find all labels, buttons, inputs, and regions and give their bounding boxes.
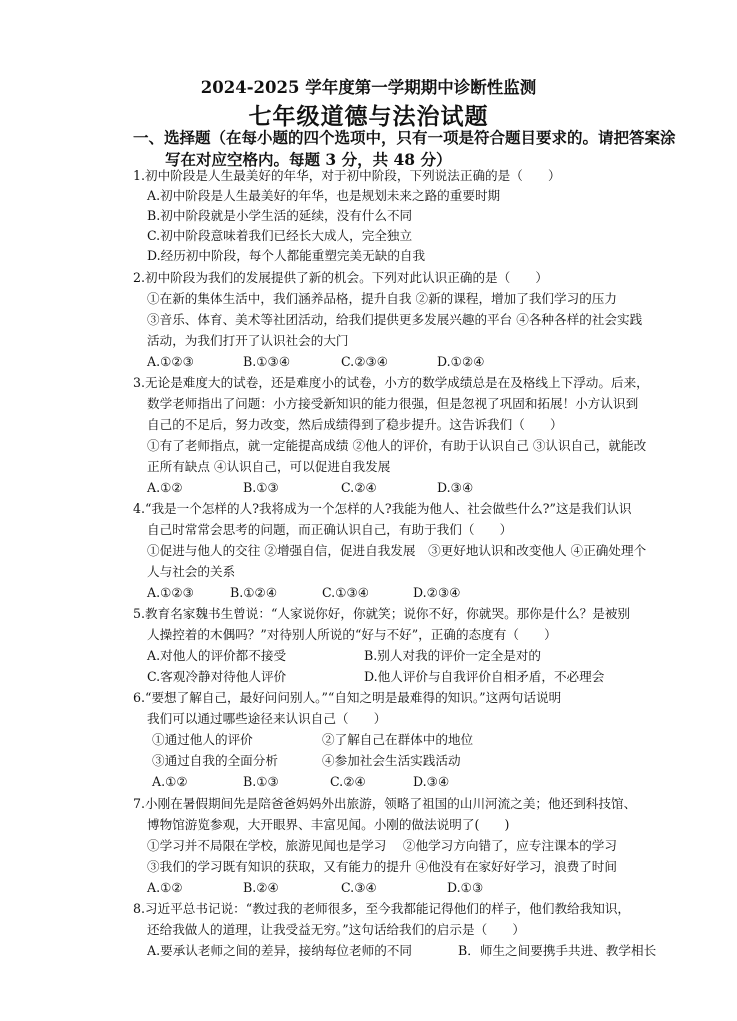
question-2-statements-3: 活动，为我们打开了认识社会的大门 [147,333,349,348]
question-5-stem-1: 5.教育名家魏书生曾说：“人家说你好，你就笑；说你不好，你就哭。那你是什么？是被别 [133,606,631,621]
question-3-stem-3: 自己的不足后，努力改变，然后成绩得到了稳步提升。这告诉我们（ ） [147,417,563,432]
question-4-option-a: A.①②③ [147,585,194,600]
question-2-stem: 2.初中阶段为我们的发展提供了新的机会。下列对此认识正确的是（ ） [133,270,549,285]
question-5-option-b: B.别人对我的评价一定全是对的 [364,648,541,663]
question-2-option-a: A.①②③ [147,354,194,369]
exam-title: 七年级道德与法治试题 [248,103,489,130]
question-5-option-a: A.对他人的评价都不接受 [147,648,287,663]
question-2-statements-1: ①在新的集体生活中，我们涵养品格，提升自我 ②新的课程，增加了我们学习的压力 [147,291,617,306]
question-2-statements-2: ③音乐、体育、美术等社团活动，给我们提供更多发展兴趣的平台 ④各种各样的社会实践 [147,312,643,327]
question-8-option-a: A.要承认老师之间的差异，接纳每位老师的不同 [147,943,412,958]
question-6-stem-2: 我们可以通过哪些途径来认识自己（ ） [147,711,387,726]
question-4-stem-1: 4.“我是一个怎样的人?我将成为一个怎样的人?我能为他人、社会做些什么?”这是我们认识 [133,501,632,516]
question-2-option-c: C.②③④ [341,354,389,369]
question-7-stem-1: 7.小刚在暑假期间先是陪爸爸妈妈外出旅游，领略了祖国的山川河流之美；他还到科技馆、 [133,796,637,811]
question-5-option-c: C.客观冷静对待他人评价 [147,669,287,684]
question-3-statements-2: 正所有缺点 ④认识自己，可以促进自我发展 [147,459,391,474]
question-4-option-b: B.①②④ [230,585,278,600]
question-8-stem-2: 还给我做人的道理，让我受益无穷。”这句话给我们的启示是（ ） [147,922,525,937]
question-3-option-d: D.③④ [437,480,474,495]
question-1-option-a: A.初中阶段是人生最美好的年华，也是规划未来之路的重要时期 [147,188,501,203]
question-5-option-d: D.他人评价与自我评价自相矛盾，不必理会 [364,669,605,684]
question-7-option-a: A.①② [147,880,183,895]
question-3-option-c: C.②④ [341,480,377,495]
question-7-option-c: C.③④ [341,880,377,895]
question-5-stem-2: 人操控着的木偶吗？”对待别人所说的“好与不好”，正确的态度有（ ） [147,627,557,642]
question-8-stem-1: 8.习近平总书记说：“教过我的老师很多，至今我都能记得他们的样子，他们教给我知识， [133,901,631,916]
question-6-option-d: D.③④ [413,774,450,789]
section-heading-line2: 写在对应空格内。每题 3 分，共 48 分） [165,150,452,169]
question-3-stem-2: 数学老师指出了问题：小方接受新知识的能力很强，但是忽视了巩固和拓展！小方认识到 [147,396,639,411]
section-heading-line1: 一、选择题（在每小题的四个选项中，只有一项是符合题目要求的。请把答案涂 [133,128,676,147]
question-1-option-b: B.初中阶段就是小学生活的延续，没有什么不同 [147,208,413,223]
question-7-statements-1: ①学习并不局限在学校，旅游见闻也是学习 ②他学习方向错了，应专注课本的学习 [147,838,617,853]
question-8-option-b: B．师生之间要携手共进、教学相长 [458,943,657,958]
question-7-statements-2: ③我们的学习既有知识的获取，又有能力的提升 ④他没有在家好好学习，浪费了时间 [147,859,617,874]
question-4-statements-2: 人与社会的关系 [147,564,236,579]
question-3-option-b: B.①③ [243,480,279,495]
question-6-option-c: C.②④ [330,774,366,789]
question-6-item-1: ①通过他人的评价 [152,732,253,747]
question-6-option-a: A.①② [152,774,188,789]
question-6-item-4: ④参加社会生活实践活动 [322,753,461,768]
question-4-statements-1: ①促进与他人的交往 ②增强自信，促进自我发展 ③更好地认识和改变他人 ④正确处理个 [147,543,647,558]
question-2-option-b: B.①③④ [243,354,291,369]
question-6-item-2: ②了解自己在群体中的地位 [322,732,474,747]
question-1-option-d: D.经历初中阶段，每个人都能重塑完美无缺的自我 [147,248,426,263]
question-7-option-d: D.①③ [447,880,484,895]
question-6-item-3: ③通过自我的全面分析 [152,753,278,768]
question-3-statements-1: ①有了老师指点，就一定能提高成绩 ②他人的评价，有助于认识自己 ③认识自己，就能改 [147,438,647,453]
exam-subtitle: 2024-2025 学年度第一学期期中诊断性监测 [200,78,537,97]
question-1-stem: 1.初中阶段是人生最美好的年华，对于初中阶段，下列说法正确的是（ ） [133,168,561,183]
question-2-option-d: D.①②④ [437,354,485,369]
question-7-option-b: B.②④ [243,880,279,895]
question-4-stem-2: 自己时常常会思考的问题，而正确认识自己，有助于我们（ ） [147,522,513,537]
question-6-stem-1: 6.“要想了解自己，最好问问别人。”“自知之明是最难得的知识。”这两句话说明 [133,690,562,705]
question-3-option-a: A.①② [147,480,183,495]
question-3-stem-1: 3.无论是难度大的试卷，还是难度小的试卷，小方的数学成绩总是在及格线上下浮动。后来， [133,375,649,390]
question-7-stem-2: 博物馆游览参观，大开眼界、丰富见闻。小刚的做法说明了( ) [147,817,510,832]
question-1-option-c: C.初中阶段意味着我们已经长大成人，完全独立 [147,228,413,243]
question-4-option-d: D.②③④ [413,585,461,600]
question-4-option-c: C.①③④ [322,585,370,600]
question-6-option-b: B.①③ [243,774,279,789]
